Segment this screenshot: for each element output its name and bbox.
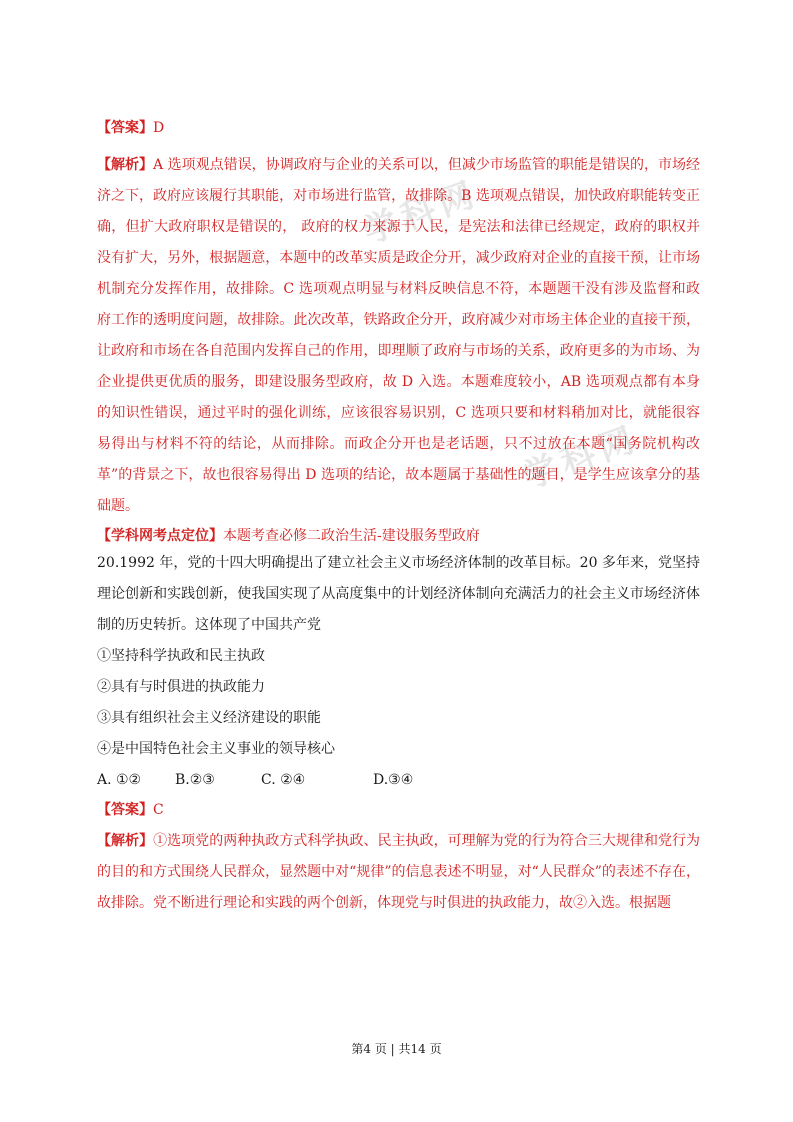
choice-d: D.③④ (373, 772, 414, 788)
page-footer: 第4 页 | 共14 页 (351, 1042, 442, 1056)
watermark: 学科网 (517, 418, 645, 498)
q20-choices (97, 765, 700, 796)
choice-a: A. ①② (97, 772, 142, 788)
locate-text: 本题考查必修二政治生活-建设服务型政府 (223, 528, 480, 544)
q20-option-2: ②具有与时俱进的执政能力 (97, 679, 265, 695)
watermark: 学科网 (357, 173, 485, 253)
q20-option-1: ①坚持科学执政和民主执政 (97, 648, 265, 664)
analysis-tag: 【解析】 (97, 833, 154, 849)
q19-locate (97, 524, 700, 548)
analysis-text: A 选项观点错误，协调政府与企业的关系可以，但减少市场监管的职能是错误的，市场经济之下，政府应该履行其职能，对市场进行监管，故排除。B 选项观点错误，加快政府职能转变正确，但扩大政府职权是错误的， 政府的权力来源于人民，是宪法和法律已经规定，政府的职权并没有扩大，另外，根据题意，本题中的改革实质是政企分开，减少政府对企业的直接干预，让市场机制充分发挥作用，故排除。C 选项观点明显与材料反映信息不符，本题题干没有涉及监督和政府工作的透明度问题，故排除。此次改革，铁路政企分开，政府减少对市场主体企业的直接干预，让政府和市场在各自范围内发挥自己的作用，即理顺了政府与市场的关系，政府更多的为市场、为企业提供更优质的服务，即建设服务型政府，故 D 入选。本题难度较小，AB 选项观点都有本身的知识性错误，通过平时的强化训练，应该很容易识别，C 选项只要和材料稍加对比，就能很容易得出与材料不符的结论，从而排除。而政企分开也是老话题，只不过放在本题“国务院机构改革”的背景之下，故也很容易得出 D 选项的结论，故本题属于基础性的题目，是学生应该拿分的基础题。 (97, 157, 701, 514)
locate-tag: 【学科网考点定位】 (97, 528, 223, 544)
choice-c: C. ②④ (261, 772, 306, 788)
q20-option-3: ③具有组织社会主义经济建设的职能 (97, 710, 321, 726)
q20-answer-line (97, 800, 700, 820)
answer-tag: 【答案】 (97, 120, 153, 136)
page-content (97, 118, 700, 919)
answer-value: C (153, 802, 164, 818)
analysis-text: ①选项党的两种执政方式科学执政、民主执政，可理解为党的行为符合三大规律和党行为的目的和方式围绕人民群众，显然题中对“规律”的信息表述不明显，对“人民群众”的表述不存在，故排除。党不断进行理论和实践的两个创新，体现党与时俱进的执政能力，故②入选。根据题 (97, 833, 701, 911)
q19-analysis (97, 150, 700, 522)
q20-option-4: ④是中国特色社会主义事业的领导核心 (97, 741, 335, 757)
q20-stem: 20.1992 年，党的十四大明确提出了建立社会主义市场经济体制的改革目标。20 多年来，党坚持理论创新和实践创新，使我国实现了从高度集中的计划经济体制向充满活力的社会主义市场经济体制的历史转折。这体现了中国共产党 (97, 555, 700, 633)
q19-answer-line (97, 118, 700, 138)
answer-value: D (153, 120, 165, 136)
answer-tag: 【答案】 (97, 802, 153, 818)
analysis-tag: 【解析】 (97, 157, 154, 173)
q20-analysis (97, 826, 700, 919)
choice-b: B.②③ (175, 772, 215, 788)
